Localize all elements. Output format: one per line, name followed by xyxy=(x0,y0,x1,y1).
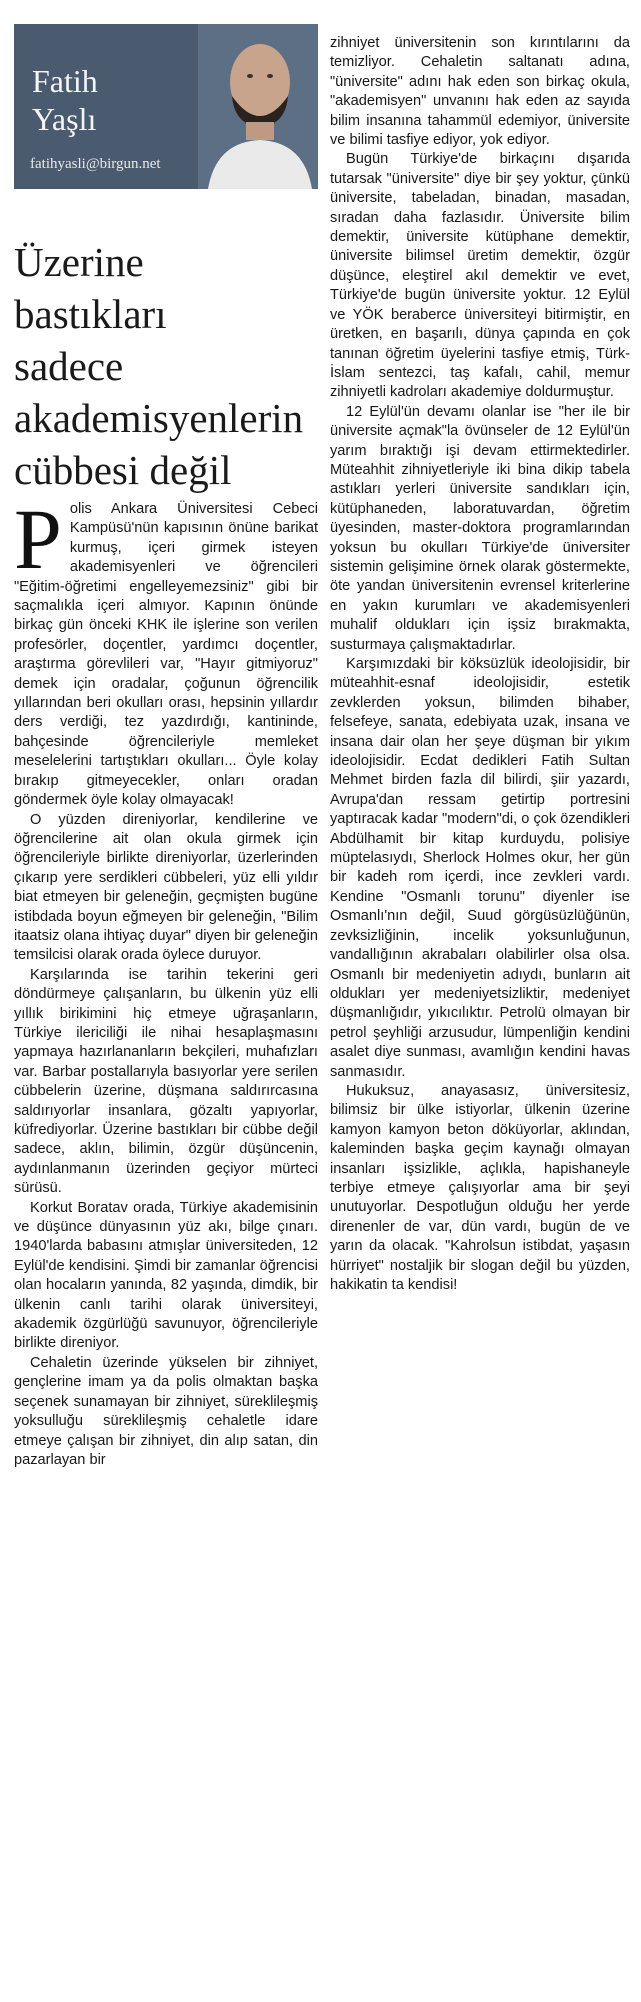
paragraph: Karşılarında ise tarihin tekerini geri döndürmeye çalışanların, bu ülkenin yüz elli yıllık birikimini hiç etmeye uğraşanların, Türkiye ilericiliği ile nihai hesaplaşmasını yapmaya hazırlananların bekçileri, muhafızları var. Barbar postallarıyla basıyorlar yere serilen cübbelerin üzerine, düşmana saldırırcasına saldırıyorlar insanlara, gözaltı yapıyorlar, küfrediyorlar. Üzerine bastıkları bir cübbe değil sadece, aklın, bilimin, özgür düşüncenin, aydınlanmanın üzerinden geçiyor mürteci sürüsü. xyxy=(14,966,318,1197)
drop-cap: P xyxy=(14,491,62,587)
paragraph: zihniyet üniversitenin son kırıntılarını da temizliyor. Cehaletin saltanatı adına, "üniversite" adını hak eden son birkaç okula, "akademisyen" unvanını hak eden az sayıda bilim insanına tahammül edemiyor, üniversite ve bilimi tasfiye ediyor, yok ediyor. xyxy=(330,35,630,149)
paragraph: O yüzden direniyorlar, kendilerine ve öğrencilerine ait olan okula girmek için öğrencileriyle birlikte direniyorlar, üzerlerinden çıkarıp yere serdikleri cübbeleri, yüz elli yıldır biat etmeyen bir geleneğin, geçmişten bugüne istibdada boyun eğmeyen bir geleneğin, "Bilim itaatsiz olana ihtiyaç duyar" diyen bir geleneğin temsilcisi olarak orada öylece duruyor. xyxy=(14,811,318,964)
paragraph: Bugün Türkiye'de birkaçını dışarıda tutarsak "üniversite" diye bir şey yoktur, çünkü üniversite, tabeladan, binadan, masadan, sıradan daha fazlasıdır. Üniversite bilim demektir, üniversite kütüphane demektir, üniversite bilimsel üretim demektir, özgür düşünce, eleştirel akıl demektir ve evet, Türkiye'de bugün üniversite yoktur. 12 Eylül ve YÖK beraberce üniversiteyi bitirmiştir, en üretken, en başarılı, dünya çapında en çok tanınan öğretim üyelerini tasfiye etmiş, Türk-İslam sentezci, taş kafalı, cahil, memur zihniyetli kadroları akademiye doldurmuştur. xyxy=(330,151,630,401)
author-header xyxy=(14,24,318,189)
author-name: Fatih Yaşlı xyxy=(32,63,98,137)
author-email: fatihyasli@birgun.net xyxy=(30,156,161,172)
author-photo xyxy=(198,24,318,189)
paragraph: Cehaletin üzerinde yükselen bir zihniyet, gençlerine imam ya da polis olmaktan başka seçenek sunamayan bir zihniyet, süreklileşmiş yoksulluğu süreklileşmiş cehaletle idare etmeye çalışan bir zihniyet, din alıp satan, din pazarlayan bir xyxy=(14,1354,318,1468)
article-column-right xyxy=(330,34,630,1295)
paragraph: Hukuksuz, anayasasız, üniversitesiz, bilimsiz bir ülke istiyorlar, ülkenin üzerine kamyon kamyon beton döküyorlar, aklından, kaleminden başka geçim kaynağı olmayan insanları işsizlikle, açlıkla, hapishaneyle terbiye etmeye çalışıyorlar ama bir şeyi unutuyorlar. Despotluğun olduğu her yerde direnenler de var, dün vardı, bugün de ve yarın da olacak. "Kahrolsun istibdat, yaşasın hürriyet" nostaljik bir slogan değil bu yüzden, hakikatin ta kendisi! xyxy=(330,1082,630,1293)
paragraph: olis Ankara Üniversitesi Cebeci Kampüsü'nün kapısının önüne barikat kurmuş, içeri girmek isteyen akademisyenleri ve öğrencileri "Eğitim-öğretimi engelleyemezsiniz" gibi bir saçmalıkla içeri almıyor. Kapının önünde birkaç gün önceki KHK ile işlerine son verilen profesörler, doçentler, yardımcı doçentler, araştırma görevlileri var, "Hayır gitmiyoruz" demek için oradalar, çoğunun öğrencilik yıllarından beri okulları orası, hepsinin yıllardır ders verdiği, tez yazdırdığı, kantininde, bahçesinde öğrencileriyle memleket meselelerini tartıştıkları okulları... Öyle kolay bırakıp gitmeyecekler, onları oradan göndermek öyle kolay olmayacak! xyxy=(14,501,318,809)
first-paragraph-wrap xyxy=(14,491,318,811)
paragraph: Korkut Boratav orada, Türkiye akademisinin ve düşünce dünyasının yüz akı, bilge çınarı. 1940'larda babasını atmışlar üniversiteden, 12 Eylül'de kendisini. Şimdi bir zamanlar öğrencisi olan hocaların yanında, 82 yaşında, dimdik, bir ülkenin canlı tarihi olarak üniversiteyi, akademik özgürlüğü savunuyor, öğrencileriyle birlikte direniyor. xyxy=(14,1199,318,1352)
article-column-left xyxy=(14,491,318,1470)
paragraph: 12 Eylül'ün devamı olanlar ise "her ile bir üniversite açmak"la övünseler de 12 Eylül'ün yarım bıraktığı işi devam ettirmektedirler. Müteahhit zihniyetleriyle iki bina dikip tabela astıkları yerleri üniversite sandıkları için, kütüphaneden, laboratuvardan, öğretim üyesinden, master-doktora programlarından yoksun bu okulları Türkiye'de üniversiter sistemin gelişimine örnek olarak göstermekte, öte yandan üniversitenin evrensel kriterlerine en yakın kurumları ve akademisyenleri muhalif oldukları için işsiz bırakmakta, susturmaya çalışmaktadırlar. xyxy=(330,403,630,653)
article-title: Üzerine bastıkları sadece akademisyenlerin cübbesi değil xyxy=(14,239,304,493)
paragraph: Karşımızdaki bir köksüzlük ideolojisidir, bir müteahhit-esnaf ideolojisidir, estetik zevklerden yoksun, bilimden bihaber, felsefeye, sanata, edebiyata uzak, insana ve insana dair olan her şeye düşman bir yıkım ideolojisidir. Ecdat dedikleri Fatih Sultan Mehmet birden fazla dil bilirdi, şiir yazardı, Avrupa'dan ressam getirtip portresini yaptıracak kadar "modern"di, o çok özendikleri Abdülhamit bir kitap kurduydu, polisiye müptelasıydı, Sherlock Holmes okur, her gün bir kadeh rom içerdi, ince zevkleri vardı. Kendine "Osmanlı torunu" diyenler ise Osmanlı'nın değil, Suud görgüsüzlüğünün, zevksizliğinin, incelik yoksunluğunun, vandallığının akrabaları olabilirler olsa olsa. Osmanlı bir medeniyetin adıydı, bunların ait oldukları yer medeniyetsizliktir, medeniyet düşmanlığıdır, yıkıcılıktır. Petrolü olmayan bir petrol şeyhliği arzusudur, lümpenliğin kendini asalet diye sunması, avamlığın kendini havas sanmasıdır. xyxy=(330,656,630,1080)
